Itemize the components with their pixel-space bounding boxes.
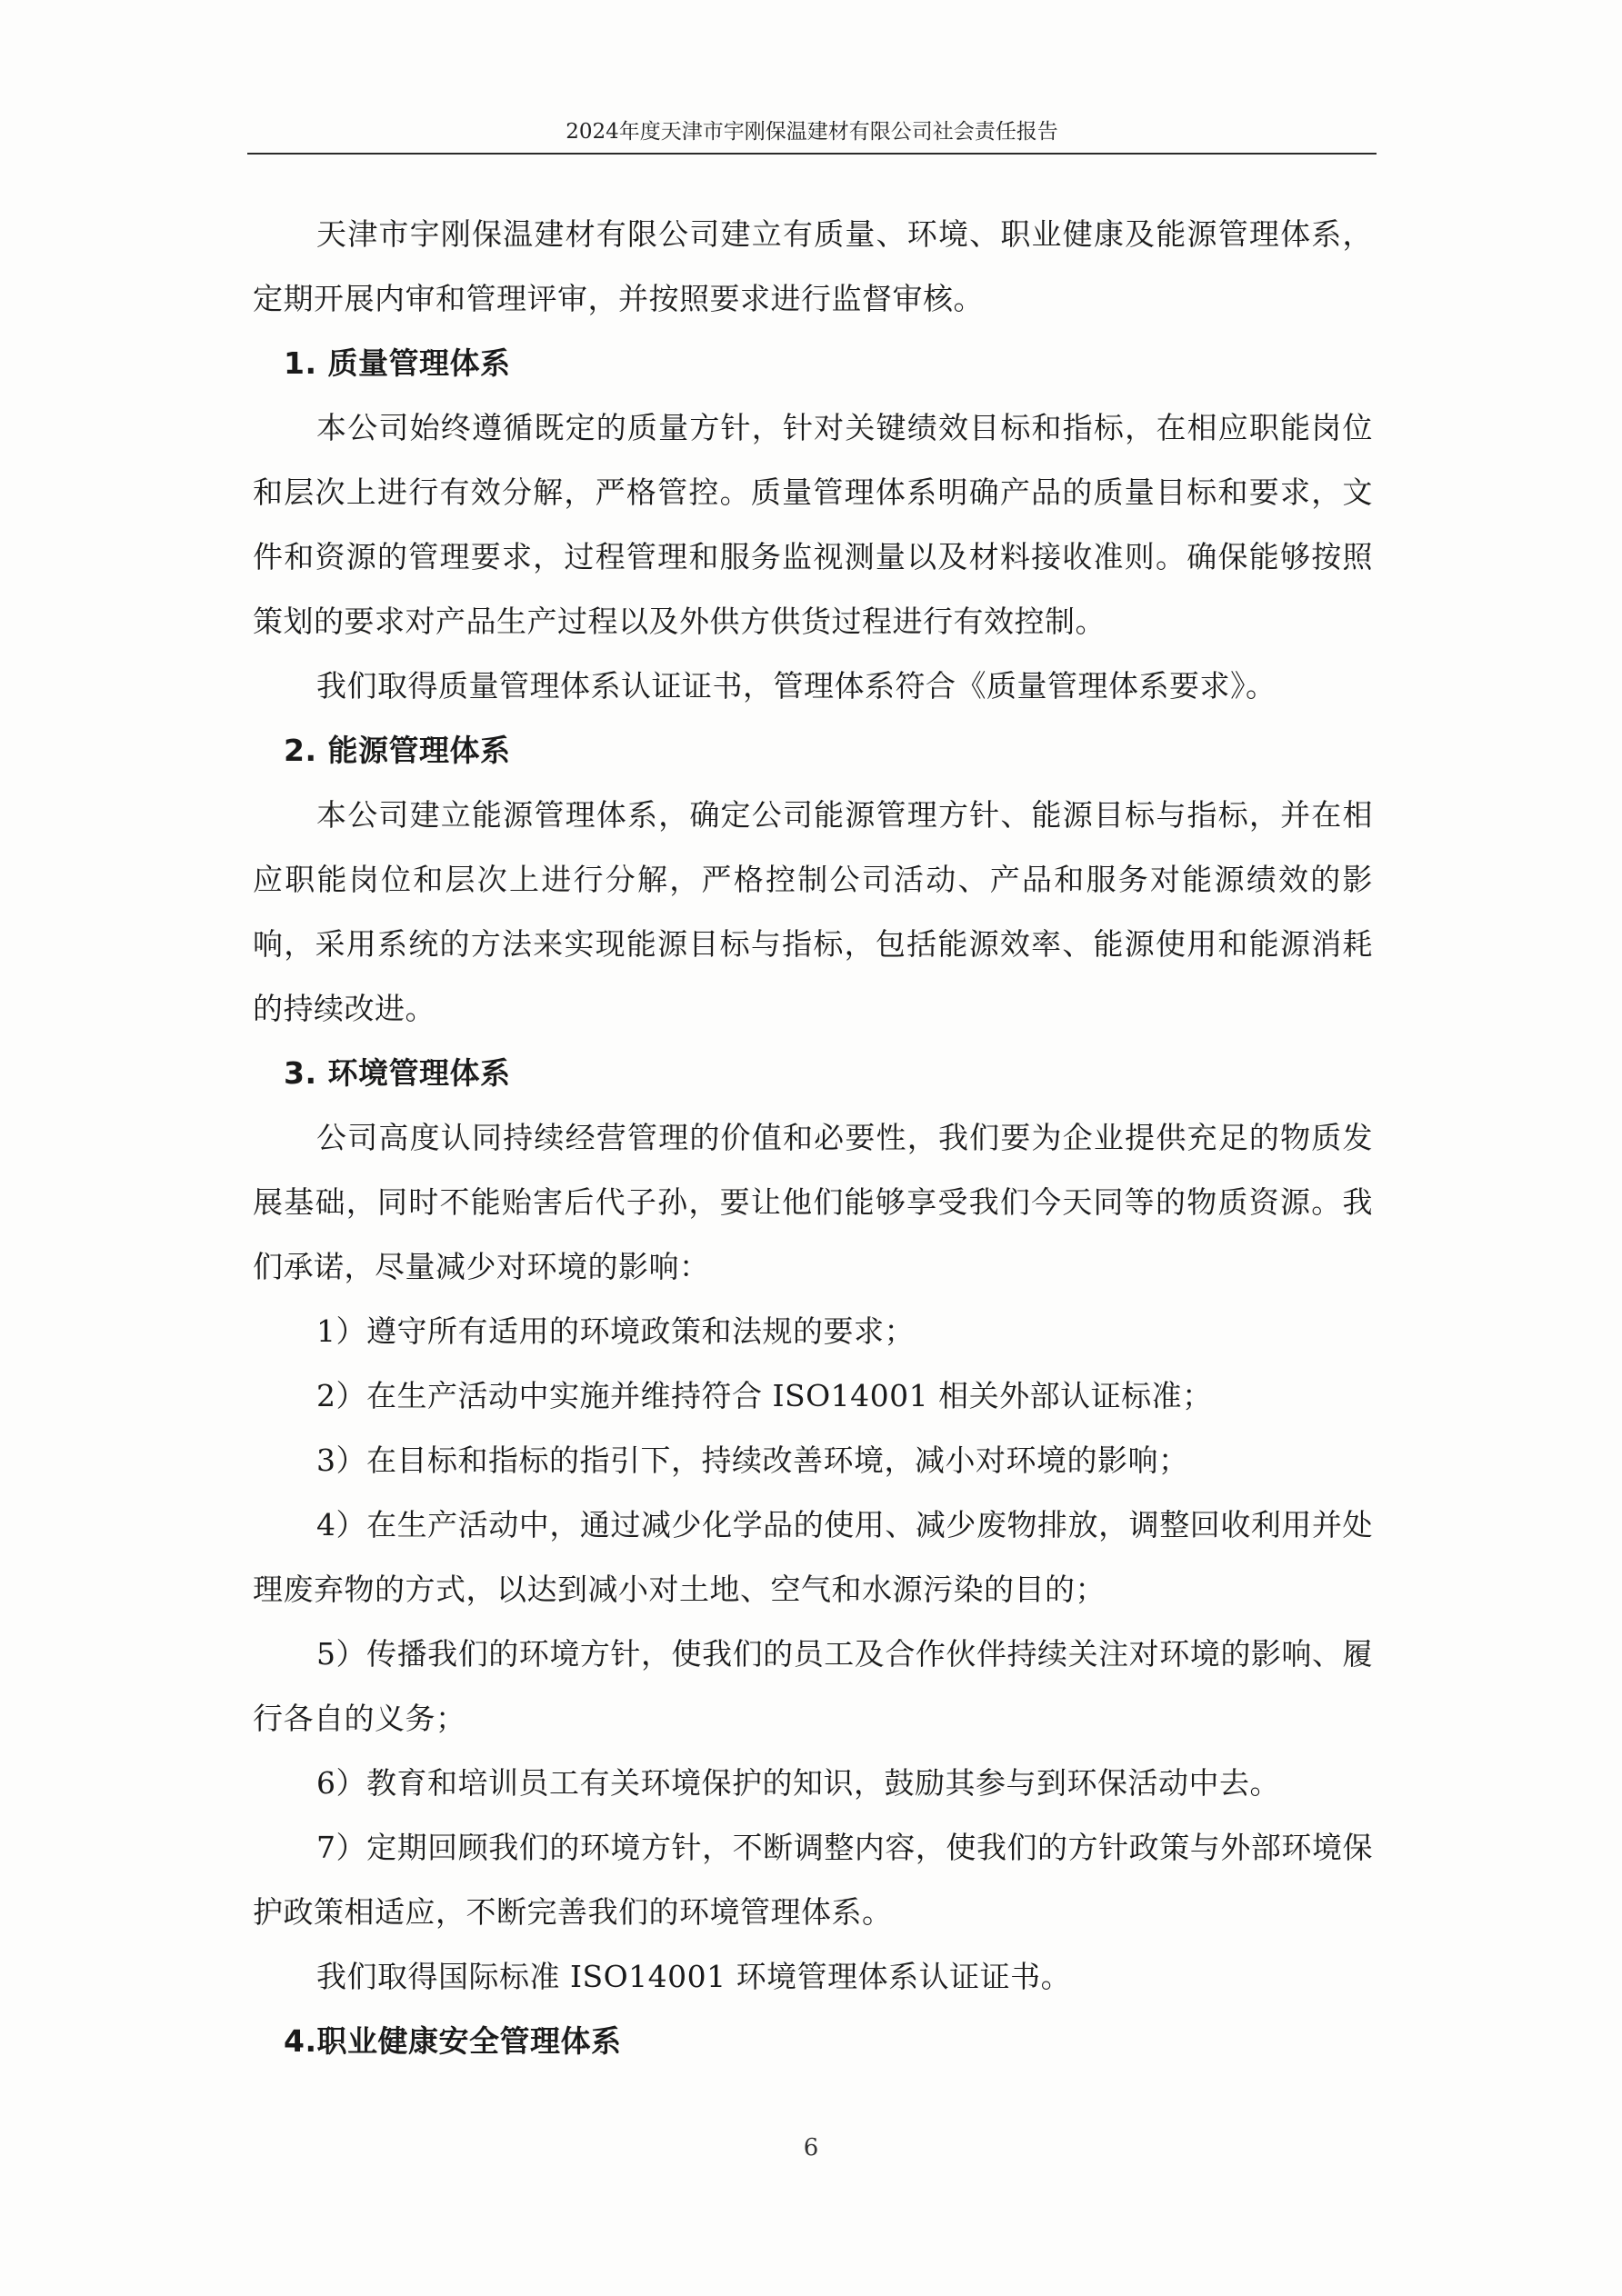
section-heading-environment: 3. 环境管理体系 bbox=[284, 1055, 511, 1091]
environment-list-item: 5）传播我们的环境方针，使我们的员工及合作伙伴持续关注对环境的影响、履行各自的义务； bbox=[253, 1636, 1373, 1736]
environment-list-item: 3）在目标和指标的指引下，持续改善环境，减小对环境的影响； bbox=[316, 1442, 1189, 1478]
page-number: 6 bbox=[803, 2134, 819, 2161]
environment-certificate-paragraph: 我们取得国际标准 ISO14001 环境管理体系认证证书。 bbox=[316, 1959, 1072, 1994]
environment-list-item: 4）在生产活动中，通过减少化学品的使用、减少废物排放，调整回收利用并处理废弃物的方式，以达到减小对土地、空气和水源污染的目的； bbox=[253, 1507, 1373, 1607]
intro-paragraph: 天津市宇刚保温建材有限公司建立有质量、环境、职业健康及能源管理体系，定期开展内审和管理评审，并按照要求进行监督审核。 bbox=[253, 216, 1373, 316]
environment-list-item: 2）在生产活动中实施并维持符合 ISO14001 相关外部认证标准； bbox=[316, 1378, 1213, 1413]
section-heading-occupational-health: 4.职业健康安全管理体系 bbox=[284, 2023, 622, 2059]
quality-paragraph: 本公司始终遵循既定的质量方针，针对关键绩效目标和指标，在相应职能岗位和层次上进行有效分解，严格管控。质量管理体系明确产品的质量目标和要求，文件和资源的管理要求，过程管理和服务监视测量以及材料接收准则。确保能够按照策划的要求对产品生产过程以及外供方供货过程进行有效控制。 bbox=[253, 410, 1373, 639]
environment-list-item: 6）教育和培训员工有关环境保护的知识，鼓励其参与到环保活动中去。 bbox=[316, 1765, 1280, 1801]
environment-list-item: 1）遵守所有适用的环境政策和法规的要求； bbox=[316, 1313, 915, 1349]
environment-paragraph: 公司高度认同持续经营管理的价值和必要性，我们要为企业提供充足的物质发展基础，同时不能贻害后代子孙，要让他们能够享受我们今天同等的物质资源。我们承诺，尽量减少对环境的影响： bbox=[253, 1120, 1373, 1284]
header-divider bbox=[247, 153, 1377, 155]
section-heading-energy: 2. 能源管理体系 bbox=[284, 733, 511, 768]
quality-certificate-paragraph: 我们取得质量管理体系认证证书，管理体系符合《质量管理体系要求》。 bbox=[316, 668, 1277, 704]
energy-paragraph: 本公司建立能源管理体系，确定公司能源管理方针、能源目标与指标，并在相应职能岗位和层次上进行分解，严格控制公司活动、产品和服务对能源绩效的影响，采用系统的方法来实现能源目标与指标，包括能源效率、能源使用和能源消耗的持续改进。 bbox=[253, 797, 1373, 1026]
environment-list-item: 7）定期回顾我们的环境方针，不断调整内容，使我们的方针政策与外部环境保护政策相适应，不断完善我们的环境管理体系。 bbox=[253, 1830, 1373, 1930]
section-heading-quality: 1. 质量管理体系 bbox=[284, 345, 511, 381]
page-body bbox=[253, 202, 1373, 2073]
running-header: 2024年度天津市宇刚保温建材有限公司社会责任报告 bbox=[566, 120, 1058, 144]
